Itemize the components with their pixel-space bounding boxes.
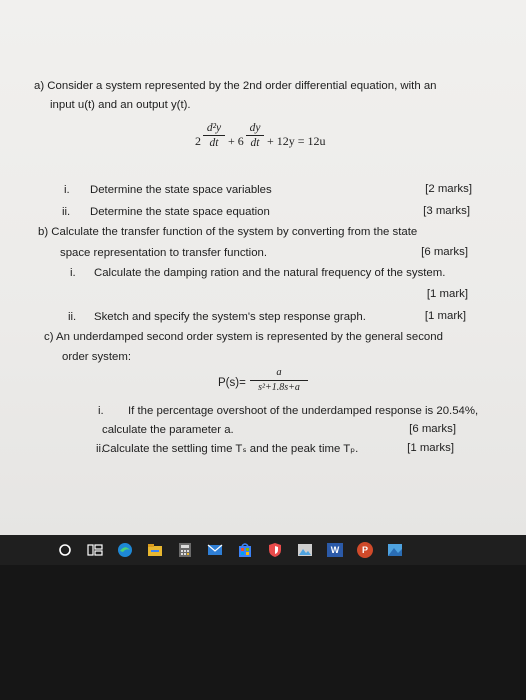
file-explorer-icon[interactable] bbox=[140, 535, 170, 565]
part-a-intro-line1: a) Consider a system represented by the 2nd order differential equation, with an bbox=[34, 80, 437, 92]
search-circle-icon[interactable] bbox=[50, 535, 80, 565]
part-a-item-1-marks: [2 marks] bbox=[425, 183, 472, 195]
part-b-item-ii-num: ii. bbox=[68, 311, 77, 323]
eq-frac2 bbox=[246, 122, 264, 149]
part-b-line2: space representation to transfer function. bbox=[60, 247, 268, 259]
eq-rest: + 12y = 12u bbox=[267, 134, 326, 148]
word-letter: W bbox=[327, 543, 343, 557]
tf-numerator: a bbox=[276, 367, 282, 378]
mail-icon[interactable] bbox=[200, 535, 230, 565]
task-view-icon[interactable] bbox=[80, 535, 110, 565]
taskbar bbox=[0, 535, 526, 565]
part-a-item-2-marks: [3 marks] bbox=[423, 205, 470, 217]
tf-fraction bbox=[250, 367, 308, 394]
edge-icon[interactable] bbox=[110, 535, 140, 565]
part-c-item-i-marks: [6 marks] bbox=[409, 423, 456, 435]
eq-frac1-num: d²y bbox=[206, 122, 222, 134]
tf-denominator: s²+1.8s+a bbox=[258, 382, 300, 393]
part-c-line2: order system: bbox=[62, 351, 131, 363]
part-a-intro-line2: input u(t) and an output y(t). bbox=[50, 99, 191, 111]
photos-icon[interactable] bbox=[290, 535, 320, 565]
part-c-item-ii-marks: [1 marks] bbox=[407, 442, 454, 454]
eq-frac2-bar bbox=[246, 135, 264, 136]
eq-frac2-den: dt bbox=[250, 137, 260, 149]
store-icon[interactable] bbox=[230, 535, 260, 565]
part-b-line1: b) Calculate the transfer function of the system by converting from the state bbox=[38, 226, 418, 238]
tf-bar bbox=[250, 380, 308, 381]
eq-plus1: + 6 bbox=[228, 134, 244, 148]
part-c-item-ii-text: Calculate the settling time Tₛ and the peak time Tₚ. bbox=[102, 443, 359, 455]
part-a-item-1-num: i. bbox=[64, 184, 70, 196]
part-c-line1: c) An underdamped second order system is represented by the general second bbox=[44, 331, 443, 343]
part-a-item-1-text: Determine the state space variables bbox=[90, 184, 272, 196]
part-c-item-ii-num: ii. bbox=[96, 443, 105, 455]
part-b-item-ii-text: Sketch and specify the system's step response graph. bbox=[94, 311, 366, 323]
part-b-item-i-text: Calculate the damping ration and the natural frequency of the system. bbox=[94, 267, 446, 279]
part-c-item-i-line2: calculate the parameter a. bbox=[102, 424, 234, 436]
eq-frac1-den: dt bbox=[209, 137, 219, 149]
image-viewer-icon[interactable] bbox=[380, 535, 410, 565]
eq-frac1 bbox=[203, 122, 225, 149]
calculator-icon[interactable] bbox=[170, 535, 200, 565]
eq-frac1-bar bbox=[203, 135, 225, 136]
powerpoint-icon[interactable] bbox=[350, 535, 380, 565]
part-c-item-i-num: i. bbox=[98, 405, 104, 417]
dark-surface bbox=[0, 565, 526, 700]
word-icon[interactable] bbox=[320, 535, 350, 565]
tf-lhs: P(s)= bbox=[218, 377, 246, 389]
eq-frac2-num: dy bbox=[249, 122, 261, 134]
security-shield-icon[interactable] bbox=[260, 535, 290, 565]
part-b-item-i-num: i. bbox=[70, 267, 76, 279]
part-c-item-i-line1: If the percentage overshoot of the underdamped response is 20.54%, bbox=[128, 405, 479, 417]
powerpoint-letter: P bbox=[357, 542, 373, 558]
part-a-item-2-text: Determine the state space equation bbox=[90, 206, 270, 218]
part-b-line2-marks: [6 marks] bbox=[421, 246, 468, 258]
part-a-item-2-num: ii. bbox=[62, 206, 71, 218]
eq-coef1: 2 bbox=[195, 134, 201, 148]
part-b-item-ii-marks: [1 mark] bbox=[424, 310, 466, 322]
part-b-item-i-marks: [1 mark] bbox=[426, 288, 468, 300]
